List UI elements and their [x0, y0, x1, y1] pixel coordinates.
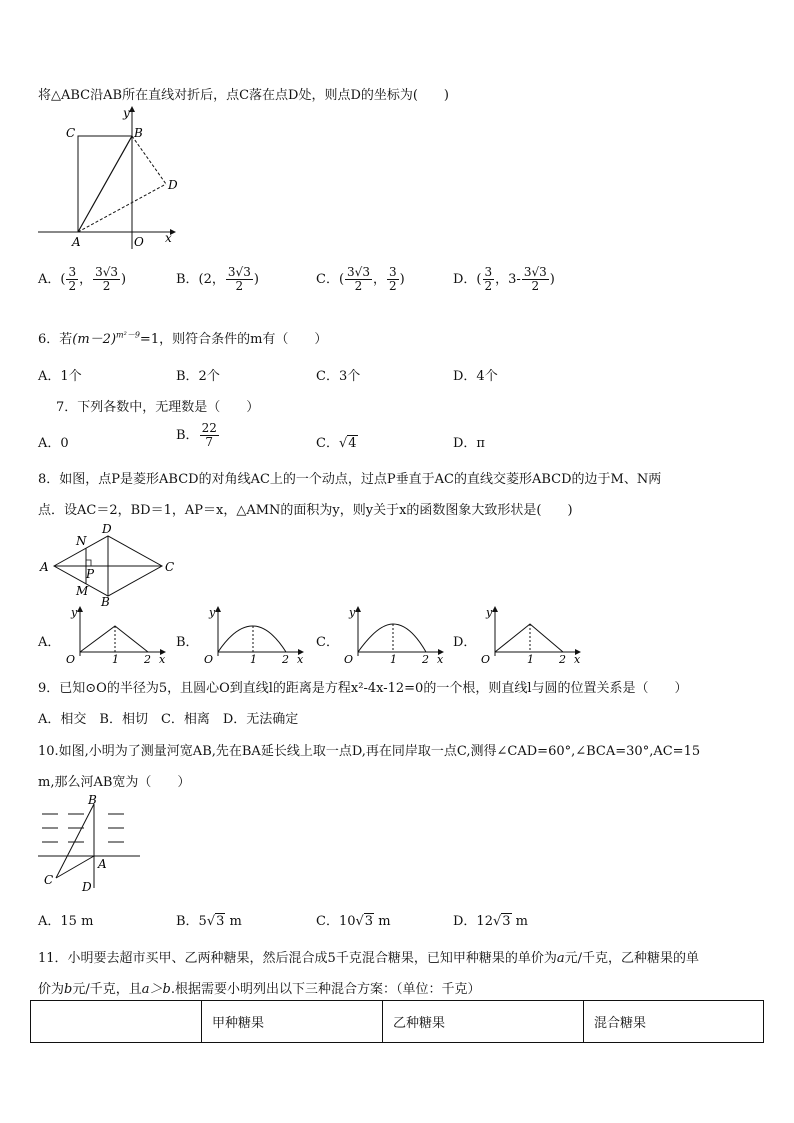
svg-text:y: y: [209, 606, 216, 619]
q6-option-d: D．4个: [453, 369, 498, 384]
label-B: B: [101, 595, 110, 606]
q5-option-c: C．( $\frac{3√3}{2}$ ， $\frac{3}{2}$ ): [316, 265, 405, 293]
q8-graph-c: [338, 604, 448, 666]
label-C: C: [44, 873, 54, 887]
q10-river-figure: [34, 794, 144, 894]
q5-figure: [34, 104, 184, 254]
q5-option-d: D．( $\frac{3}{2}$ ，3- $\frac{3√3}{2}$ ): [453, 265, 555, 293]
label-A: A: [40, 560, 49, 574]
q6-option-c: C．3个: [316, 369, 361, 384]
q6-option-a: A．1个: [38, 369, 82, 384]
label-P: P: [86, 567, 95, 581]
svg-text:O: O: [204, 653, 214, 666]
q10-option-b: B．5√3 m: [176, 914, 242, 929]
label-C: C: [66, 126, 76, 140]
q5-option-a: A．( $\frac{3}{2}$ ， $\frac{3√3}{2}$ ): [38, 265, 127, 293]
label-D: D: [168, 178, 178, 192]
q8-line2: 点．设AC＝2，BD＝1，AP＝x，△AMN的面积为y，则y关于x的函数图象大致形状是( ): [38, 503, 573, 518]
q8-option-a-label: A．: [38, 635, 61, 650]
svg-text:y: y: [486, 606, 493, 619]
table-header-cell: 甲种糖果: [202, 1001, 383, 1043]
svg-text:x: x: [574, 653, 581, 666]
table-header-cell: 混合糖果: [584, 1001, 764, 1043]
label-A: A: [72, 235, 81, 249]
q8-option-d-label: D．: [453, 635, 477, 650]
q10-line1: 10.如图,小明为了测量河宽AB,先在BA延长线上取一点D,再在同岸取一点C,测得∠CAD=60°,∠BCA=30°,AC=15: [38, 744, 701, 759]
svg-text:O: O: [66, 653, 76, 666]
svg-text:x: x: [297, 653, 304, 666]
label-M: M: [76, 584, 89, 598]
q10-option-d: D．12√3 m: [453, 914, 529, 929]
svg-text:1: 1: [527, 653, 534, 666]
q10-option-c: C．10√3 m: [316, 914, 391, 929]
svg-text:1: 1: [112, 653, 119, 666]
q5-stem: 将△ABC沿AB所在直线对折后，点C落在点D处，则点D的坐标为( ): [38, 88, 450, 103]
mix-plan-table: [30, 1000, 764, 1043]
q8-graph-b: [198, 604, 308, 666]
q11-line2: 价为b元/千克，且a＞b.根据需要小明列出以下三种混合方案：（单位：千克）: [38, 982, 481, 997]
q6-stem: 6．若$(m-2)^{m^2-9}=1$，则符合条件的m有（ ）: [38, 330, 328, 347]
table-header-cell: 乙种糖果: [383, 1001, 584, 1043]
q10-option-a: A．15 m: [38, 914, 94, 929]
label-N: N: [76, 534, 87, 548]
svg-text:2: 2: [559, 653, 566, 666]
q7-option-a: A．0: [38, 436, 69, 451]
label-O: O: [134, 235, 144, 249]
q8-rhombus-figure: [34, 522, 184, 606]
q10-line2: m,那么河AB宽为（ ）: [38, 775, 191, 790]
q6-option-b: B．2个: [176, 369, 220, 384]
label-D: D: [102, 522, 112, 536]
q8-line1: 8．如图，点P是菱形ABCD的对角线AC上的一个动点，过点P垂直于AC的直线交菱形ABCD的边于M、N两: [38, 472, 662, 487]
svg-text:y: y: [71, 606, 78, 619]
q7-option-b: B． $\frac{22}{7}$: [176, 421, 217, 449]
svg-text:x: x: [437, 653, 444, 666]
svg-text:2: 2: [422, 653, 429, 666]
q5-option-b: B．(2， $\frac{3√3}{2}$ ): [176, 265, 259, 293]
q8-graph-d: [475, 604, 585, 666]
svg-text:y: y: [349, 606, 356, 619]
label-C: C: [165, 560, 175, 574]
svg-text:x: x: [159, 653, 166, 666]
label-B: B: [88, 794, 97, 807]
svg-text:O: O: [481, 653, 491, 666]
q7-option-c: C．√4: [316, 436, 357, 451]
svg-text:2: 2: [144, 653, 151, 666]
q7-option-d: D．π: [453, 436, 485, 451]
q9-stem: 9．已知⊙O的半径为5，且圆心O到直线l的距离是方程x²-4x-12=0的一个根，则直线l与圆的位置关系是（ ）: [38, 681, 688, 696]
table-header-row: [31, 1001, 764, 1043]
q8-option-c-label: C．: [316, 635, 339, 650]
label-y: y: [123, 106, 130, 120]
svg-text:O: O: [344, 653, 354, 666]
q11-line1: 11．小明要去超市买甲、乙两种糖果，然后混合成5千克混合糖果，已知甲种糖果的单价为a元/千克，乙种糖果的单: [38, 951, 699, 966]
q8-graph-a: [60, 604, 170, 666]
label-B: B: [134, 126, 143, 140]
q9-options: A．相交 B．相切 C．相离 D．无法确定: [38, 712, 299, 727]
svg-text:1: 1: [250, 653, 257, 666]
table-header-cell: [31, 1001, 202, 1043]
svg-text:1: 1: [390, 653, 397, 666]
q7-stem: 7．下列各数中，无理数是（ ）: [56, 400, 260, 415]
svg-text:2: 2: [282, 653, 289, 666]
q8-option-b-label: B．: [176, 635, 199, 650]
label-D: D: [82, 880, 92, 894]
label-x: x: [165, 231, 172, 245]
label-A: A: [98, 857, 107, 871]
